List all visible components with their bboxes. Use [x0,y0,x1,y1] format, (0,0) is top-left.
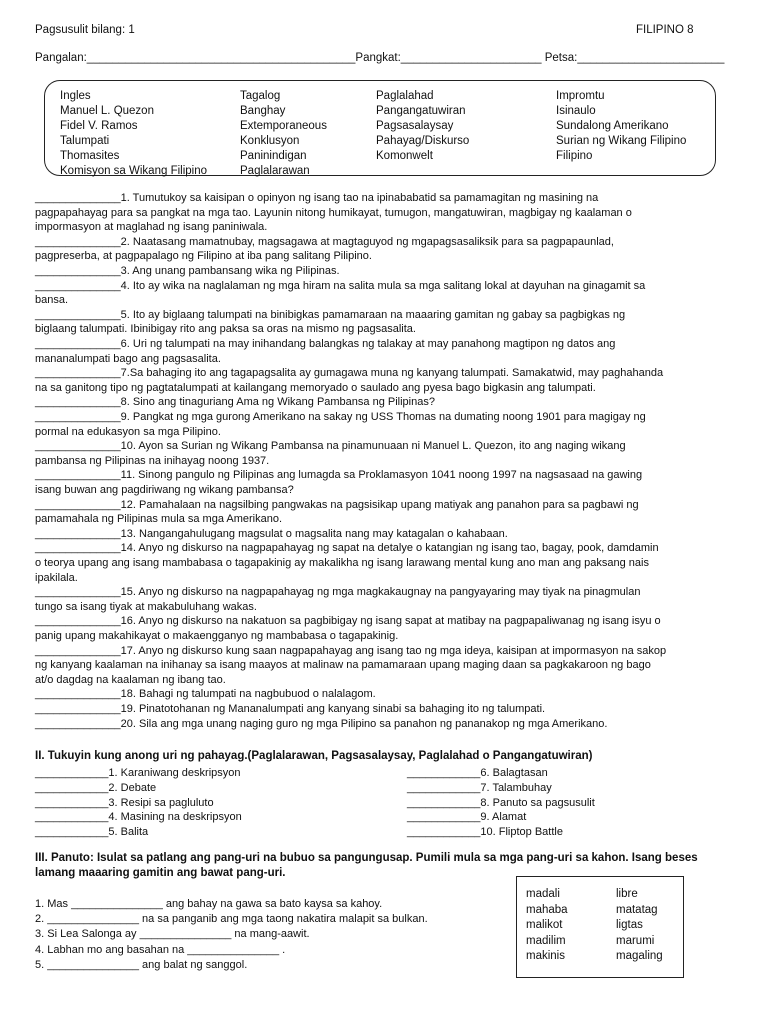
part3-title-line-1: III. Panuto: Isulat sa patlang ang pang-uri na bubuo sa pangungusap. Pumili mula sa mga pang-uri sa kahon. Isang beses [35,852,698,864]
question-line: ipakilala. [35,571,78,584]
adjective-item: mahaba [526,903,568,916]
adjective-column-left [526,887,568,965]
question-line: ______________12. Pamahalaan na nagsilbing pangwakas na pagsisikap upang matiyak ang panahon para sa pagbawi ng [35,498,639,511]
word-bank-item: Pahayag/Diskurso [376,135,470,148]
word-bank-item: Impromtu [556,90,605,102]
word-bank-item: Komonwelt [376,150,433,163]
part2-item: ____________1. Karaniwang deskripsyon [35,767,241,779]
question-line: panig upang makahikayat o makaengganyo ng mambabasa o tagapakinig. [35,630,399,642]
question-line: ______________16. Anyo ng diskurso na nakatuon sa pagbibigay ng isang sapat at matibay na pagpapaliwanag ng isang isyu o [35,615,661,628]
question-line: ______________13. Nangangahulugang magsulat o magsalita nang may katagalan o kahabaan. [35,527,508,540]
word-bank-item: Talumpati [60,135,110,148]
adjective-item: marumi [616,934,655,947]
adjective-item: libre [616,888,638,900]
part2-item: ____________5. Balita [35,826,149,839]
question-line: ______________5. Ito ay biglaang talumpati na binibigkas pamamaraan na maaaring gamitan ng gabay sa pagbigkas ng [35,308,626,321]
question-line: pagpreserba, at pagpapalago ng Filipino at iba pang salitang Pilipino. [35,250,372,263]
question-line: at/o dagdag na kaalaman ng ibang tao. [35,673,226,686]
part3-item: 4. Labhan mo ang basahan na _______________ . [35,943,286,956]
student-info-fields: Pangalan:__________________________________________Pangkat:______________________ Petsa:_______________________ [35,52,725,64]
part3-title-line-2: lamang maaaring gamitin ang bawat pang-uri. [35,867,286,879]
word-bank-column-3 [376,89,469,164]
question-line: ______________1. Tumutukoy sa kaisipan o opinyon ng isang tao na ipinababatid sa pamamagitan ng masining na [35,192,599,204]
word-bank-item: Surian ng Wikang Filipino [556,135,687,148]
part2-item: ____________7. Talambuhay [407,781,552,794]
adjective-item: madali [526,888,560,900]
adjective-item: matatag [616,903,658,916]
adjective-item: makinis [526,950,565,962]
question-line: ______________10. Ayon sa Surian ng Wikang Pambansa na pinamunuaan ni Manuel L. Quezon, ito ang naging wikang [35,440,626,453]
question-line: pamamahala ng Pilipinas mula sa mga Amerikano. [35,513,283,526]
question-line: ______________3. Ang unang pambansang wika ng Pilipinas. [35,265,340,277]
adjective-item: ligtas [616,919,643,931]
question-line: ______________18. Bahagi ng talumpati na nagbubuod o nalalagom. [35,688,376,701]
question-line: tungo sa isang tiyak at makabuluhang wakas. [35,600,257,613]
question-line: bansa. [35,294,69,307]
word-bank-item: Paninindigan [240,150,307,163]
question-line: na sa ganitong tipo ng pagtatalumpati at kailangang memoryado o saulado ang pyesa bago bigkasin ang talumpati. [35,381,596,394]
question-line: ______________14. Anyo ng diskurso na nagpapahayag ng sapat na detalye o katangian ng isang tao, bagay, pook, damdamin [35,542,659,555]
adjective-item: magaling [616,950,663,962]
word-bank-item: Banghay [240,105,286,118]
word-bank-item: Komisyon sa Wikang Filipino [60,165,208,178]
word-bank-item: Isinaulo [556,105,596,118]
question-line: ______________9. Pangkat ng mga gurong Amerikano na sakay ng USS Thomas na dumating noong 1901 para magigay ng [35,411,646,423]
question-line: pormal na edukasyon sa mga Pilipino. [35,425,221,438]
adjective-column-right [616,887,663,965]
adjective-item: malikot [526,919,563,931]
word-bank-item: Paglalarawan [240,165,310,178]
question-line: ______________2. Naatasang mamatnubay, magsagawa at magtaguyod ng mgapagsasaliksik para sa pagpapaunlad, [35,235,614,248]
subject-label: FILIPINO 8 [636,24,694,36]
part2-item: ____________3. Resipi sa pagluluto [35,796,214,809]
word-bank-item: Konklusyon [240,135,300,148]
question-line: ______________17. Anyo ng diskurso kung saan nagpapahayag ang isang tao ng mga ideya, kaisipan at impormasyon na sakop [35,644,667,657]
question-line: ______________6. Uri ng talumpati na may inihandang balangkas ng talakay at may panahong magtipon ng datos ang [35,338,616,350]
question-line: ______________15. Anyo ng diskurso na nagpapahayag ng mga magkakaugnay na pangyayaring may tiyak na pinagmulan [35,586,641,599]
question-line: ______________4. Ito ay wika na naglalaman ng mga hiram na salita mula sa mga salitang lokal at dayuhan na ginagamit sa [35,279,646,292]
part2-item: ____________8. Panuto sa pagsusulit [407,796,595,809]
question-line: mananalumpati bago ang pagsasalita. [35,352,221,365]
word-bank-column-4 [556,89,686,164]
word-bank-item: Fidel V. Ramos [60,120,138,133]
question-line: pagpapahayag para sa pangkat na mga tao. Layunin nitong humikayat, tumugon, mangatuwiran, magbigay ng kaalaman o [35,206,632,219]
part3-item: 2. _______________ na sa panganib ang mga taong nakatira malapit sa bulkan. [35,913,428,926]
word-bank-item: Extemporaneous [240,120,327,133]
part3-item: 3. Si Lea Salonga ay _______________ na mang-aawit. [35,928,310,941]
question-line: ______________8. Sino ang tinaguriang Ama ng Wikang Pambansa ng Pilipinas? [35,396,435,409]
part3-item: 1. Mas _______________ ang bahay na gawa sa bato kaysa sa kahoy. [35,898,383,910]
question-line: pambansa ng Pilipinas na inihayag noong 1937. [35,454,270,467]
word-bank-item: Ingles [60,90,91,102]
part2-title: II. Tukuyin kung anong uri ng pahayag.(Paglalarawan, Pagsasalaysay, Paglalahad o Pangangatuwiran) [35,750,593,762]
question-line: ______________19. Pinatotohanan ng Mananalumpati ang kanyang sinabi sa bahaging ito ng talumpati. [35,703,546,715]
adjective-item: madilim [526,934,566,947]
word-bank-box [44,80,716,176]
part3-item: 5. _______________ ang balat ng sanggol. [35,958,248,971]
part2-item: ____________6. Balagtasan [407,767,548,779]
adjective-box [516,876,684,978]
word-bank-item: Thomasites [60,150,120,163]
question-line: ______________11. Sinong pangulo ng Pilipinas ang lumagda sa Proklamasyon 1041 noong 1997 na nagsasaad na gawing [35,469,643,482]
word-bank-item: Tagalog [240,90,281,102]
quiz-number: Pagsusulit bilang: 1 [35,24,135,36]
question-line: isang buwan ang pagdiriwang ng wikang pambansa? [35,484,294,496]
question-line: o teorya upang ang isang mambabasa o tagapakinig ay makalikha ng isang larawang mental kung ano man ang paksang nais [35,557,649,569]
word-bank-item: Pagsasalaysay [376,120,454,133]
question-line: ng kanyang kaalaman na inihanay sa isang maayos at malinaw na pamamaraan upang maging daan sa pagkakaroon ng bago [35,659,651,672]
part2-item: ____________10. Fliptop Battle [407,826,563,839]
question-line: ______________7.Sa bahaging ito ang tagapagsalita ay gumagawa muna ng kanyang talumpati. Samakatwid, may paghahanda [35,367,664,380]
word-bank-item: Filipino [556,150,593,163]
word-bank-item: Paglalahad [376,90,434,102]
part2-item: ____________4. Masining na deskripsyon [35,811,242,824]
question-line: biglaang talumpati. Ibinibigay rito ang paksa sa oras na mismo ng pagsasalita. [35,323,416,336]
question-line: impormasyon at maglahad ng isang paniniwala. [35,221,268,234]
part2-item: ____________2. Debate [35,781,157,794]
word-bank-item: Pangangatuwiran [376,105,466,118]
word-bank-item: Manuel L. Quezon [60,105,154,118]
word-bank-column-1 [60,89,207,180]
part2-item: ____________9. Alamat [407,811,527,824]
word-bank-column-2 [240,89,327,180]
word-bank-item: Sundalong Amerikano [556,120,669,133]
question-line: ______________20. Sila ang mga unang naging guro ng mga Pilipino sa panahon ng pananakop ng mga Amerikano. [35,717,608,730]
